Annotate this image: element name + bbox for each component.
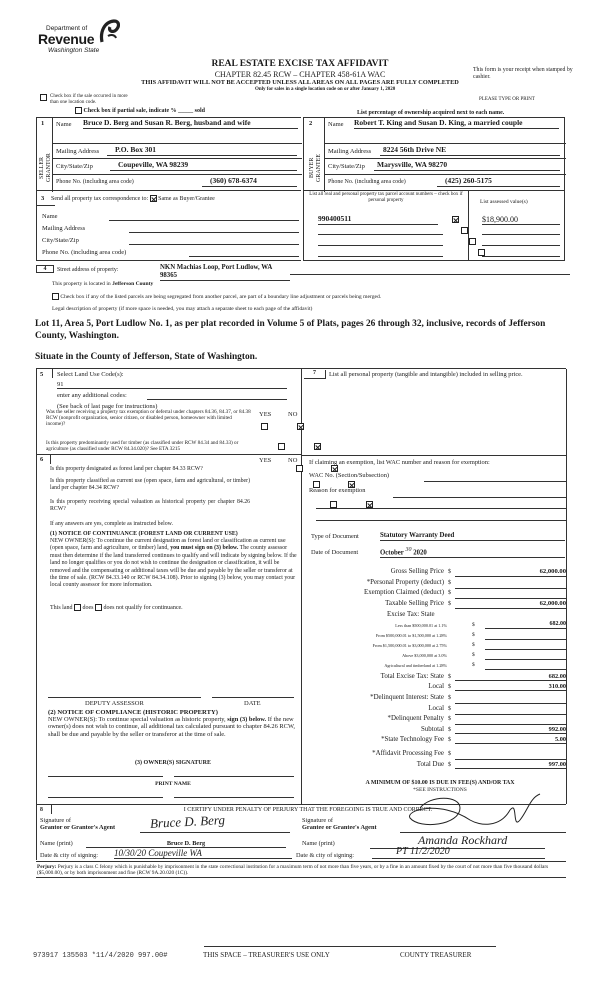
section-number: 2 [309,120,313,127]
notice1-bold: you must sign on (3) below. [170,545,239,552]
parcels-header: List all real and personal property tax parcel account numbers – check box if personal property [309,192,463,203]
grantor-date-label: Date & city of signing: [40,852,99,859]
buyer-name-field[interactable]: Robert T. King and Susan D. King, a married couple [354,119,559,129]
total-local-label: Local [428,683,444,690]
perjury-label: Perjury: [37,864,57,870]
segregated-label: Check box if any of the listed parcels are being segregated from another parcel, are part of a boundary line adjustment or parcels being merged. [60,293,382,300]
notice1-body [50,538,300,590]
doc-date-month: October [380,549,404,557]
exemption-label: If claiming an exemption, list WAC number and reason for exemption: [309,459,490,466]
buyer-mailing-field[interactable]: 8224 56th Drive NE [380,146,560,156]
please-type: PLEASE TYPE OR PRINT [479,97,535,102]
deputy-assessor-line[interactable] [48,697,201,698]
tech-fee-value[interactable]: 5.00 [455,736,566,744]
corr-phone-label: Phone No. (including area code) [42,249,127,256]
seller-section [36,117,301,191]
logo-line3: Washington State [48,47,100,54]
reason-label: Reason for exemption [309,487,366,494]
s6-q3: Is this property receiving special valuation as historical property per chapter 84.26 RCW? [50,499,250,512]
doc-type-field[interactable]: Statutory Warranty Deed [380,532,565,541]
land-use-code-field[interactable]: 91 [57,381,287,389]
assessed-header: List assessed value(s) [480,199,528,205]
logo-line1: Department of [46,25,88,32]
minimum-note: A MINIMUM OF $10.00 IS DUE IN FEE(S) AND/OR TAX [365,780,515,786]
seller-name-label: Name [56,121,72,128]
subtotal-label: Subtotal [421,726,444,733]
currency: $ [448,601,451,607]
notice1-text-a: NEW OWNER(S): To continue the current designation as forest land or classification as current use (open space, farm and agriculture, or timber) land, [50,538,286,552]
land-use-label: Select Land Use Code(s): [57,371,124,378]
seller-mailing-field[interactable]: P.O. Box 301 [107,146,297,156]
currency: $ [448,737,451,743]
reason-field-3[interactable] [316,520,566,521]
partial-sale-label: Check box if partial sale, indicate % _____ sold [83,107,206,114]
delinquent-penalty-label: *Delinquent Penalty [387,715,444,722]
additional-codes-field[interactable] [147,399,287,400]
grantee-date-field[interactable]: PT 11/2/2020 [372,846,545,859]
section-number: 7 [304,370,326,379]
buyer-city-field[interactable]: Marysville, WA 98270 [374,161,560,171]
buyer-name-label: Name [328,121,344,128]
logo-line2: Revenue [38,31,95,47]
total-local-value[interactable]: 310.00 [455,683,566,691]
form-warning: THIS AFFIDAVIT WILL NOT BE ACCEPTED UNLESS ALL AREAS ON ALL PAGES ARE FULLY COMPLETED [141,79,459,86]
q2-yes-checkbox[interactable] [278,443,285,450]
corr-city-label: City/State/Zip [42,237,79,244]
doc-type-label: Type of Document [311,533,359,540]
s6-q1: Is this property designated as forest land per chapter 84.33 RCW? [50,466,203,472]
seller-name-field[interactable]: Bruce D. Berg and Susan R. Berg, husband and wife [83,119,298,129]
s6-q3-yes-checkbox[interactable] [330,501,337,508]
this-land-label: This land [50,604,73,611]
s6-q1-yes-checkbox[interactable] [296,465,303,472]
segregated-row[interactable] [52,293,381,300]
currency: $ [448,706,451,712]
print-name-label: PRINT NAME [155,781,191,787]
notice2-body [48,716,298,738]
grantor-sig-label2: Grantor or Grantor's Agent [40,824,116,832]
see-instructions: *SEE INSTRUCTIONS [413,787,467,793]
total-state-label: Total Excise Tax: State [380,673,444,680]
seller-city-field[interactable]: Coupeville, WA 98239 [110,161,297,171]
same-as-buyer-checkbox[interactable] [150,195,157,202]
correspondence-label [51,195,215,203]
does-qualify-checkbox[interactable] [74,604,81,611]
currency: $ [448,569,451,575]
bracket-4-label: Above $3,000,000 at 3.0% [402,653,447,658]
grantor-signature[interactable]: Bruce D. Berg [149,812,226,831]
seller-phone-field[interactable]: (360) 678-6374 [202,177,297,187]
perjury-text: Perjury is a class C felony which is punishable by imprisonment in the state correctional institution for a maximum term of not more than five years, or by a fine in an amount fixed by the court of not more than five thousand dollars ($5,000.00), or by both imprisonment and fine (RCW 9A.20.020 (1C)). [37,864,549,877]
dor-logo [30,16,120,56]
seller-side-label: SELLER GRANTOR [39,153,52,183]
does-label: does [82,604,94,611]
situate-line: Situate in the County of Jefferson, State of Washington. [35,352,258,362]
delinquent-penalty-value[interactable] [455,724,566,725]
bracket-1-value[interactable]: 682.00 [485,621,566,629]
excise-header: Excise Tax: State [387,611,435,618]
treasurer-use-label: THIS SPACE – TREASURER'S USE ONLY [203,951,330,959]
if-yes-note: If any answers are yes, complete as instructed below. [50,521,173,527]
assessed-value-4[interactable] [482,256,560,257]
currency: $ [448,727,451,733]
bracket-1-label: Less than $500,000.01 at 1.1% [395,623,447,628]
assessed-value-2[interactable] [482,234,560,235]
county-name: Jefferson County [112,281,154,287]
county-line [52,281,153,287]
buyer-phone-label: Phone No. (including area code) [328,179,406,185]
grantee-sig-label2: Grantee or Grantee's Agent [302,824,377,832]
owner-signature-line-1[interactable] [48,776,163,777]
notice2-bold: sign (3) below. [227,716,267,723]
wac-label: WAC No. (Section/Subsection) [309,472,390,479]
taxable-label: Taxable Selling Price [385,600,444,607]
correspondence-text: Send all property tax correspondence to: [51,195,149,202]
section-number: 4 [36,265,54,273]
corr-mailing-field[interactable] [129,232,299,233]
seller-phone-label: Phone No. (including area code) [56,179,134,185]
grantee-sig-label [302,817,377,831]
bracket-5-label: Agricultural and timberland at 1.28% [384,663,447,668]
currency: $ [472,622,475,628]
q1-no-checkbox[interactable] [297,423,304,430]
segregated-checkbox[interactable] [52,293,59,300]
grantor-name-label: Name (print) [40,840,73,847]
print-name-line-2[interactable] [174,797,294,798]
seller-city-label: City/State/Zip [56,163,93,170]
personal-property-checkbox-4[interactable] [478,249,485,256]
total-state-value[interactable]: 682.00 [455,673,566,681]
does-not-qualify-checkbox[interactable] [95,604,102,611]
s6-q2: Is this property classified as current use (open space, farm and agricultural, or timber) land per chapter 84.34 RCW? [50,478,250,491]
reason-field-1[interactable] [393,497,566,498]
gross-value[interactable]: 62,000.00 [455,568,566,577]
additional-codes-label: enter any additional codes: [57,392,127,399]
q1-yes-checkbox[interactable] [261,423,268,430]
parcel-number-4[interactable] [318,256,443,257]
owner-signature-line-2[interactable] [174,776,294,777]
doc-date-year: 2020 [413,549,427,557]
total-due-value[interactable]: 997.00 [455,761,566,769]
grantee-date-label: Date & city of signing: [296,852,355,859]
only-for-note: Only for sales in a single location code on or after January 1, 2020 [255,87,396,92]
notice1-text-b: The county assessor must then determine if the land transferred continues to qualify and will indicate by signing below. If the land no longer qualifies or you do not wish to continue the designation or classification, it will be removed and the compensating or additional taxes will be due and payable by the seller or transferor at the time of sale. (RCW 84.33.140 or RCW 84.34.108). Prior to signing (3) below, you may contact your local county assessor for more information. [50,545,297,589]
exemption-deduct-label: Exemption Claimed (deduct) [364,589,444,596]
parcel-number-1[interactable]: 990400511 [318,215,438,225]
currency: $ [472,642,475,648]
land-use-q1: Was the seller receiving a property tax exemption or deferral under chapters 84.36, 84.37, or 84.38 RCW (nonprofit organization, senior citizen, or disabled person, homeowner with limited income)? [46,409,251,427]
corr-phone-field[interactable] [189,256,299,257]
located-prefix: This property is located in [52,281,111,287]
grantor-sig-label1: Signature of [40,817,71,824]
currency: $ [448,716,451,722]
buyer-mailing-label: Mailing Address [328,148,372,155]
exemption-deduct-value[interactable] [455,598,566,599]
date-label: DATE [244,700,261,707]
grantor-sig-label [40,817,115,831]
grantor-name-field[interactable]: Bruce D. Berg [86,840,286,848]
personal-property-checkbox-1[interactable] [452,216,459,223]
currency: $ [448,684,451,690]
does-not-label: does not qualify for continuance. [103,604,183,611]
personal-deduct-label: *Personal Property (deduct) [366,579,444,586]
currency: $ [472,652,475,658]
notice1-title: (1) NOTICE OF CONTINUANCE (FOREST LAND OR CURRENT USE) [50,531,238,537]
currency: $ [448,674,451,680]
street-address-field[interactable]: NKN Machias Loop, Port Ludlow, WA 98365 [160,264,290,281]
parcel-number-3[interactable] [318,245,443,246]
multi-location-checkbox[interactable] [40,94,47,101]
subtotal-value[interactable]: 992.00 [455,726,566,734]
no-header: NO [288,457,298,464]
buyer-phone-field[interactable]: (425) 260-5175 [437,177,560,187]
grantee-name-field[interactable]: Amanda Rockhard [370,834,545,849]
delinquent-state-value[interactable] [455,703,566,704]
currency: $ [472,632,475,638]
owner-signature-label: (3) OWNER(S) SIGNATURE [135,760,211,766]
section-number: 5 [40,371,44,378]
section-number: 1 [41,120,45,127]
ownership-note: List percentage of ownership acquired next to each name. [357,110,505,116]
gross-label: Gross Selling Price [390,568,444,575]
section-number: 3 [41,195,45,202]
partial-sale-checkbox[interactable] [75,107,82,114]
wac-field[interactable] [424,481,566,482]
grantee-sig-label1: Signature of [302,817,333,824]
personal-property-label: List all personal property (tangible and intangible) included in selling price. [329,371,523,378]
processing-fee-label: *Affidavit Processing Fee [372,750,444,757]
receipt-note: This form is your receipt when stamped by cashier. [473,67,573,80]
currency: $ [448,580,451,586]
certify-statement: I CERTIFY UNDER PENALTY OF PERJURY THAT THE FOREGOING IS TRUE AND CORRECT. [183,807,433,813]
delinquent-local-value[interactable] [455,714,566,715]
q2-no-checkbox[interactable] [314,443,321,450]
assessed-value-1[interactable]: $18,900.00 [482,215,560,225]
buyer-section [303,117,565,191]
currency: $ [448,695,451,701]
multi-location-label: Check box if the sale occurred in more than one location code. [50,94,128,105]
bracket-5-value[interactable] [485,669,566,670]
land-use-q2: Is this property predominantly used for timber (as classified under RCW 84.34 and 84.33) or agriculture (as classified under RCW 84.34.020)? See ETA 3215 [46,440,239,452]
bracket-4-value[interactable] [485,659,566,660]
bracket-2-value[interactable] [485,639,566,640]
buyer-side-label: BUYER GRANTEE [309,154,322,182]
grantor-date-field[interactable]: 10/30/20 Coupeville WA [114,848,292,859]
corr-mailing-label: Mailing Address [42,225,86,232]
no-header: NO [288,411,298,418]
personal-deduct-value[interactable] [455,588,566,589]
corr-city-field[interactable] [129,244,299,245]
form-subtitle: CHAPTER 82.45 RCW – CHAPTER 458-61A WAC [214,70,386,79]
assessed-value-3[interactable] [482,245,560,246]
processing-fee-value[interactable] [455,759,566,760]
total-due-label: Total Due [416,761,444,768]
delinquent-state-label: *Delinquent Interest: State [370,694,444,701]
deputy-assessor-label: DEPUTY ASSESSOR [85,700,144,707]
cashier-stamp: 973917 135503 *11/4/2020 997.00# [33,952,168,960]
personal-property-checkbox-3[interactable] [469,238,476,245]
yes-header: YES [259,457,272,464]
section-number: 8 [40,807,43,813]
doc-date-label: Date of Document [311,549,359,556]
bracket-3-value[interactable] [485,649,566,650]
street-label: Street address of property: [57,267,119,273]
currency: $ [472,662,475,668]
notice2-title: (2) NOTICE OF COMPLIANCE (HISTORIC PROPERTY) [48,709,218,716]
currency: $ [448,751,451,757]
parcel-number-2[interactable] [318,234,443,235]
s6-q3-no-checkbox[interactable] [366,501,373,508]
personal-property-checkbox-2[interactable] [461,227,468,234]
perjury-note [37,864,567,877]
land-use-instructions: (See back of last page for instructions) [57,403,158,410]
corr-name-field[interactable] [109,220,299,221]
assessor-date-line[interactable] [212,697,294,698]
parcels-section [303,191,565,261]
same-as-buyer-label: Same as Buyer/Grantee [158,195,215,202]
tech-fee-label: *State Technology Fee [381,736,444,743]
doc-date-field[interactable] [380,547,565,558]
print-name-line-1[interactable] [48,797,163,798]
grantee-name-label: Name (print) [302,840,335,847]
seller-mailing-label: Mailing Address [56,148,100,155]
reason-field-2[interactable] [316,508,566,509]
form-title: REAL ESTATE EXCISE TAX AFFIDAVIT [211,59,389,69]
legal-description: Lot 11, Area 5, Port Ludlow No. 1, as per plat recorded in Volume 5 of Plats, pages 26 through 32, inclusive, records of Jefferson County, Washington. [35,319,546,341]
county-treasurer-label: COUNTY TREASURER [400,951,472,959]
continuance-row [50,604,183,612]
partial-sale-row[interactable] [75,107,205,115]
bracket-2-label: From $500,000.01 to $1,500,000 at 1.28% [375,633,447,638]
section-number: 6 [40,456,44,463]
bracket-3-label: From $1,500,000.01 to $3,000,000 at 2.75% [372,643,447,648]
notice2-text-b: If the new owner(s) does not wish to continue, all additional tax calculated pursuant to chapter 84.26 RCW, shall be due and payable by the seller or transferor at the time of sale. [48,716,295,738]
doc-date-day: 30 [405,547,412,553]
delinquent-local-label: Local [428,705,444,712]
taxable-value[interactable]: 62,000.00 [455,600,566,609]
buyer-city-label: City/State/Zip [328,163,365,170]
currency: $ [448,762,451,768]
correspondence-section [36,191,301,261]
currency: $ [448,590,451,596]
yes-header: YES [259,411,272,418]
wa-state-logo-icon [98,18,120,44]
notice2-text-a: NEW OWNER(S): To continue special valuation as historic property, [48,716,226,723]
legal-label: Legal description of property (if more space is needed, you may attach a separate sheet to each page of the affidavit) [52,306,313,312]
corr-name-label: Name [42,213,58,220]
